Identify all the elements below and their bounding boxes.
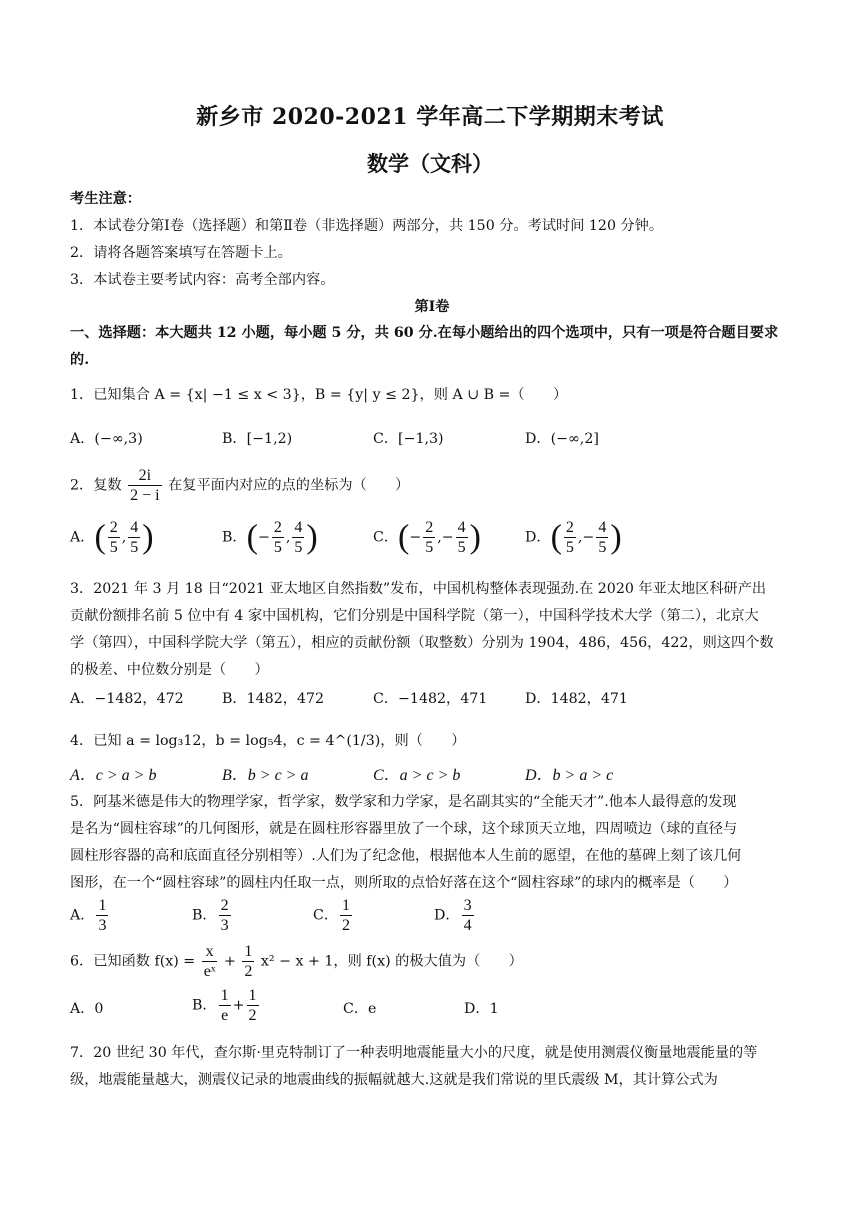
option-b[interactable]: B．(− $\frac{2}{5}$ , $\frac{4}{5}$ ): [222, 518, 318, 556]
fraction-numerator: 2i: [128, 466, 161, 486]
question-5-options: [70, 896, 794, 940]
option-a[interactable]: A．c > a > b: [70, 767, 157, 784]
frac-den: 2: [244, 963, 253, 980]
sign: −: [441, 529, 454, 546]
right-paren: ): [610, 518, 622, 556]
frac-num: 2: [273, 519, 282, 536]
section-instructions: 一、选择题：本大题共 12 小题，每小题 5 分，共 60 分.在每小题给出的四个选项中，只有一项是符合题目要求的.: [70, 325, 779, 368]
sign: −: [257, 529, 270, 546]
frac-num: 1: [98, 897, 107, 914]
option-letter: D．: [434, 907, 460, 924]
fraction-denominator: 2 − i: [130, 487, 160, 504]
question-7-stem: [70, 1040, 794, 1094]
question-4-options: [70, 762, 794, 790]
question-2-prefix: 2．复数: [70, 477, 122, 494]
frac-den: 5: [130, 539, 139, 556]
option-a[interactable]: [70, 896, 110, 935]
option-a[interactable]: A．(−∞,3): [70, 431, 143, 447]
frac-num: 1: [248, 987, 257, 1004]
option-c[interactable]: C．−1482，471: [373, 691, 488, 707]
frac-num: x: [202, 942, 218, 962]
option-c[interactable]: C．(− $\frac{2}{5}$ ,− $\frac{4}{5}$ ): [373, 518, 481, 556]
frac-den: 3: [98, 917, 107, 934]
question-3-line: 贡献份额排名前 5 位中有 4 家中国机构，它们分别是中国科学院（第一），中国科学技术大学（第二），北京大: [70, 608, 759, 624]
frac-num: 4: [294, 519, 303, 536]
question-5-line: 图形，在一个“圆柱容球”的圆柱内任取一点，则所取的点恰好落在这个“圆柱容球”的球内的概率是（ ）: [70, 875, 738, 891]
frac-den: 5: [294, 539, 303, 556]
question-2-options: [70, 518, 794, 568]
option-c[interactable]: C．a > c > b: [373, 767, 461, 784]
frac-den: 5: [273, 539, 282, 556]
left-paren: (: [94, 518, 106, 556]
option-letter: B．: [192, 997, 217, 1014]
option-letter: C．: [313, 907, 339, 924]
frac-num: 2: [425, 519, 434, 536]
option-b[interactable]: B．[−1,2): [222, 431, 293, 447]
exam-subtitle: 数学（文科）: [367, 151, 493, 176]
frac-den: 5: [425, 539, 434, 556]
question-1-stem: 1．已知集合 A = {x| −1 ≤ x < 3}，B = {y| y ≤ 2}，则 A ∪ B =（ ）: [70, 387, 568, 403]
frac-num: 4: [598, 519, 607, 536]
option-d[interactable]: D．1: [464, 1001, 499, 1017]
plus-sign: +: [232, 997, 245, 1014]
option-letter: B．: [192, 907, 217, 924]
left-paren: (: [398, 518, 410, 556]
frac-num: 2: [220, 897, 229, 914]
right-paren: ): [469, 518, 481, 556]
frac-den: 3: [220, 917, 229, 934]
frac-den: 5: [598, 539, 607, 556]
frac-num: 3: [463, 897, 472, 914]
question-6-suffix: x² − x + 1，则 f(x) 的极大值为（ ）: [260, 953, 523, 970]
frac-num: 4: [457, 519, 466, 536]
exam-title: 新乡市 2020-2021 学年高二下学期期末考试: [196, 104, 664, 130]
option-letter: C．: [373, 529, 399, 546]
question-6-prefix: 6．已知函数 f(x) =: [70, 953, 196, 970]
question-7-line: 7．20 世纪 30 年代，查尔斯·里克特制订了一种表明地震能量大小的尺度，就是使用测震仪衡量地震能量的等: [70, 1045, 758, 1061]
question-3-line: 的极差、中位数分别是（ ）: [70, 662, 269, 678]
option-c[interactable]: C．[−1,3): [373, 431, 444, 447]
question-5-line: 5．阿基米德是伟大的物理学家，哲学家，数学家和力学家，是名副其实的“全能天才”.他本人最得意的发现: [70, 794, 737, 810]
option-d[interactable]: [434, 896, 476, 935]
left-paren: (: [550, 518, 562, 556]
question-2-fraction: [128, 466, 161, 505]
question-5-line: 圆柱形容器的高和底面直径分别相等）.人们为了纪念他，根据他本人生前的愿望，在他的墓碑上刻了该几何: [70, 848, 742, 864]
sign: −: [582, 529, 595, 546]
frac-num: 2: [565, 519, 574, 536]
question-5-stem: [70, 789, 794, 897]
frac-den: 5: [109, 539, 118, 556]
left-paren: (: [246, 518, 258, 556]
plus-sign: +: [223, 953, 236, 970]
option-letter: A．: [70, 529, 95, 546]
frac-num: 2: [109, 519, 118, 536]
option-b[interactable]: [192, 986, 261, 1025]
notice-item: 3．本试卷主要考试内容：高考全部内容。: [70, 272, 335, 288]
right-paren: ): [306, 518, 318, 556]
option-d[interactable]: D．(−∞,2]: [525, 431, 599, 447]
frac-den: 5: [565, 539, 574, 556]
volume-heading: 第Ⅰ卷: [414, 299, 450, 315]
notice-item: 1．本试卷分第Ⅰ卷（选择题）和第Ⅱ卷（非选择题）两部分，共 150 分。考试时间 120 分钟。: [70, 218, 664, 234]
right-paren: ): [142, 518, 154, 556]
frac-den: eˣ: [203, 963, 216, 980]
option-letter: A．: [70, 907, 95, 924]
question-2-suffix: 在复平面内对应的点的坐标为（ ）: [168, 477, 410, 494]
frac-den: 4: [463, 917, 472, 934]
option-a[interactable]: A．( $\frac{2}{5}$ , $\frac{4}{5}$ ): [70, 518, 154, 556]
notice-heading: 考生注意：: [70, 191, 141, 207]
question-6-options: [70, 986, 794, 1030]
question-3-options: [70, 688, 794, 716]
option-c[interactable]: [313, 896, 354, 935]
notice-item: 2．请将各题答案填写在答题卡上。: [70, 245, 292, 261]
option-d[interactable]: D．b > a > c: [525, 767, 614, 784]
option-b[interactable]: B．1482，472: [222, 691, 324, 707]
option-c[interactable]: C．e: [343, 1001, 377, 1017]
frac-num: 1: [342, 897, 351, 914]
option-letter: D．: [525, 529, 551, 546]
option-letter: B．: [222, 529, 247, 546]
question-1-options: [70, 428, 794, 456]
option-a[interactable]: A．−1482，472: [70, 691, 184, 707]
frac-den: 5: [457, 539, 466, 556]
question-3-stem: [70, 576, 794, 684]
option-b[interactable]: B．b > c > a: [222, 767, 309, 784]
question-7-line: 级，地震能量越大，测震仪记录的地震曲线的振幅就越大.这就是我们常说的里氏震级 M，其计算公式为: [70, 1072, 718, 1088]
frac-den: e: [221, 1007, 229, 1024]
question-5-line: 是名为“圆柱容球”的几何图形，就是在圆柱形容器里放了一个球，这个球顶天立地，四周喷边（球的直径与: [70, 821, 738, 837]
frac-num: 1: [220, 987, 229, 1004]
sign: −: [409, 529, 422, 546]
question-4-stem: 4．已知 a = log₃12，b = log₅4，c = 4^(1/3)，则（ ）: [70, 733, 466, 749]
frac-num: 4: [130, 519, 139, 536]
frac-num: 1: [244, 943, 253, 960]
option-d[interactable]: D．( $\frac{2}{5}$ ,− $\frac{4}{5}$ ): [525, 518, 622, 556]
question-2-stem: [70, 466, 794, 505]
question-3-line: 学（第四），中国科学院大学（第五），相应的贡献份额（取整数）分别为 1904，486，456，422，则这四个数: [70, 635, 774, 651]
option-b[interactable]: [192, 896, 233, 935]
option-d[interactable]: D．1482，471: [525, 691, 628, 707]
frac-den: 2: [248, 1007, 257, 1024]
question-3-line: 3．2021 年 3 月 18 日“2021 亚太地区自然指数”发布，中国机构整体表现强劲.在 2020 年亚太地区科研产出: [70, 581, 767, 597]
option-a[interactable]: A．0: [70, 1001, 104, 1017]
question-6-stem: [70, 942, 794, 981]
notice-block: [70, 186, 794, 294]
frac-den: 2: [342, 917, 351, 934]
